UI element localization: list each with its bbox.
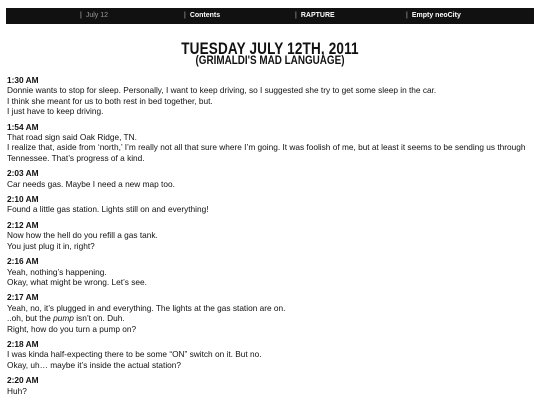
- entry-text-line: That road sign said Oak Ridge, TN.: [7, 132, 137, 143]
- log-entry: [7, 122, 529, 164]
- entry-text-line: Yeah, no, it’s plugged in and everything. The lights at the gas station are on.: [7, 302, 286, 313]
- nav-separator: |: [80, 12, 82, 19]
- entry-text-line: I just have to keep driving.: [7, 106, 104, 117]
- entry-timestamp: 2:10 AM: [7, 194, 39, 205]
- log-entry: [7, 194, 529, 215]
- entry-text-line: Right, how do you turn a pump on?: [7, 323, 137, 334]
- nav-label: RAPTURE: [300, 12, 335, 19]
- nav-label: Empty neoCity: [411, 12, 461, 19]
- entry-text-line: I think she meant for us to both rest in bed together, but.: [7, 95, 213, 106]
- entry-timestamp: 1:30 AM: [7, 75, 39, 85]
- page-subtitle: (GRIMALDI'S MAD LANGUAGE): [195, 55, 345, 67]
- entry-text-line: I realize that, aside from ‘north,’ I’m really not all that sure where I’m going. It was foolish of me, but at least it seems to be sending us through Tennessee. That’s progress of a kind.: [7, 142, 526, 163]
- entry-text-line: Yeah, nothing’s happening.: [7, 266, 107, 277]
- nav-label: July 12: [85, 12, 109, 19]
- nav-link-empty-neocity[interactable]: [406, 12, 461, 19]
- entry-text-line: Okay, what might be wrong. Let’s see.: [7, 276, 147, 287]
- nav-link-rapture[interactable]: [295, 12, 335, 19]
- entry-timestamp: 2:16 AM: [7, 256, 39, 267]
- log-entry: [7, 256, 529, 287]
- entry-text-line: Huh?: [7, 385, 27, 396]
- entry-timestamp: 2:20 AM: [7, 375, 39, 386]
- log-entry: [7, 292, 529, 334]
- entry-timestamp: 1:54 AM: [7, 121, 39, 132]
- nav-separator: |: [406, 12, 408, 19]
- nav-separator: |: [184, 12, 186, 19]
- log-entry: [7, 375, 529, 396]
- log-entry: [7, 220, 529, 251]
- entry-text-line: You just plug it in, right?: [7, 240, 95, 251]
- entry-timestamp: 2:12 AM: [7, 219, 39, 230]
- entry-text-line: Now how the hell do you refill a gas tank.: [7, 230, 158, 241]
- nav-link-contents[interactable]: [184, 12, 220, 19]
- nav-link-july-12[interactable]: [80, 12, 108, 19]
- entry-timestamp: 2:03 AM: [7, 168, 39, 179]
- entry-text-line: I was kinda half-expecting there to be some “ON” switch on it. But no.: [7, 349, 262, 360]
- entry-text-line: Found a little gas station. Lights still on and everything!: [7, 204, 209, 215]
- nav-separator: |: [295, 12, 297, 19]
- page-title: TUESDAY JULY 12TH, 2011: [181, 40, 359, 58]
- entry-text-line: Okay, uh… maybe it’s inside the actual station?: [7, 359, 182, 370]
- entry-timestamp: 2:18 AM: [7, 338, 39, 349]
- entry-text-line: Donnie wants to stop for sleep. Personally, I want to keep driving, so I suggested she try to get some sleep in the car.: [7, 85, 437, 96]
- nav-label: Contents: [189, 12, 221, 19]
- top-nav-bar: [6, 8, 534, 24]
- entry-text-line: Car needs gas. Maybe I need a new map too.: [7, 178, 175, 189]
- log-entry: [7, 339, 529, 370]
- entry-text-line: ..oh, but the pump isn’t on. Duh.: [7, 313, 125, 324]
- log-entry: [7, 75, 529, 117]
- log-entries: [7, 75, 529, 401]
- entry-timestamp: 2:17 AM: [7, 292, 39, 303]
- log-entry: [7, 168, 529, 189]
